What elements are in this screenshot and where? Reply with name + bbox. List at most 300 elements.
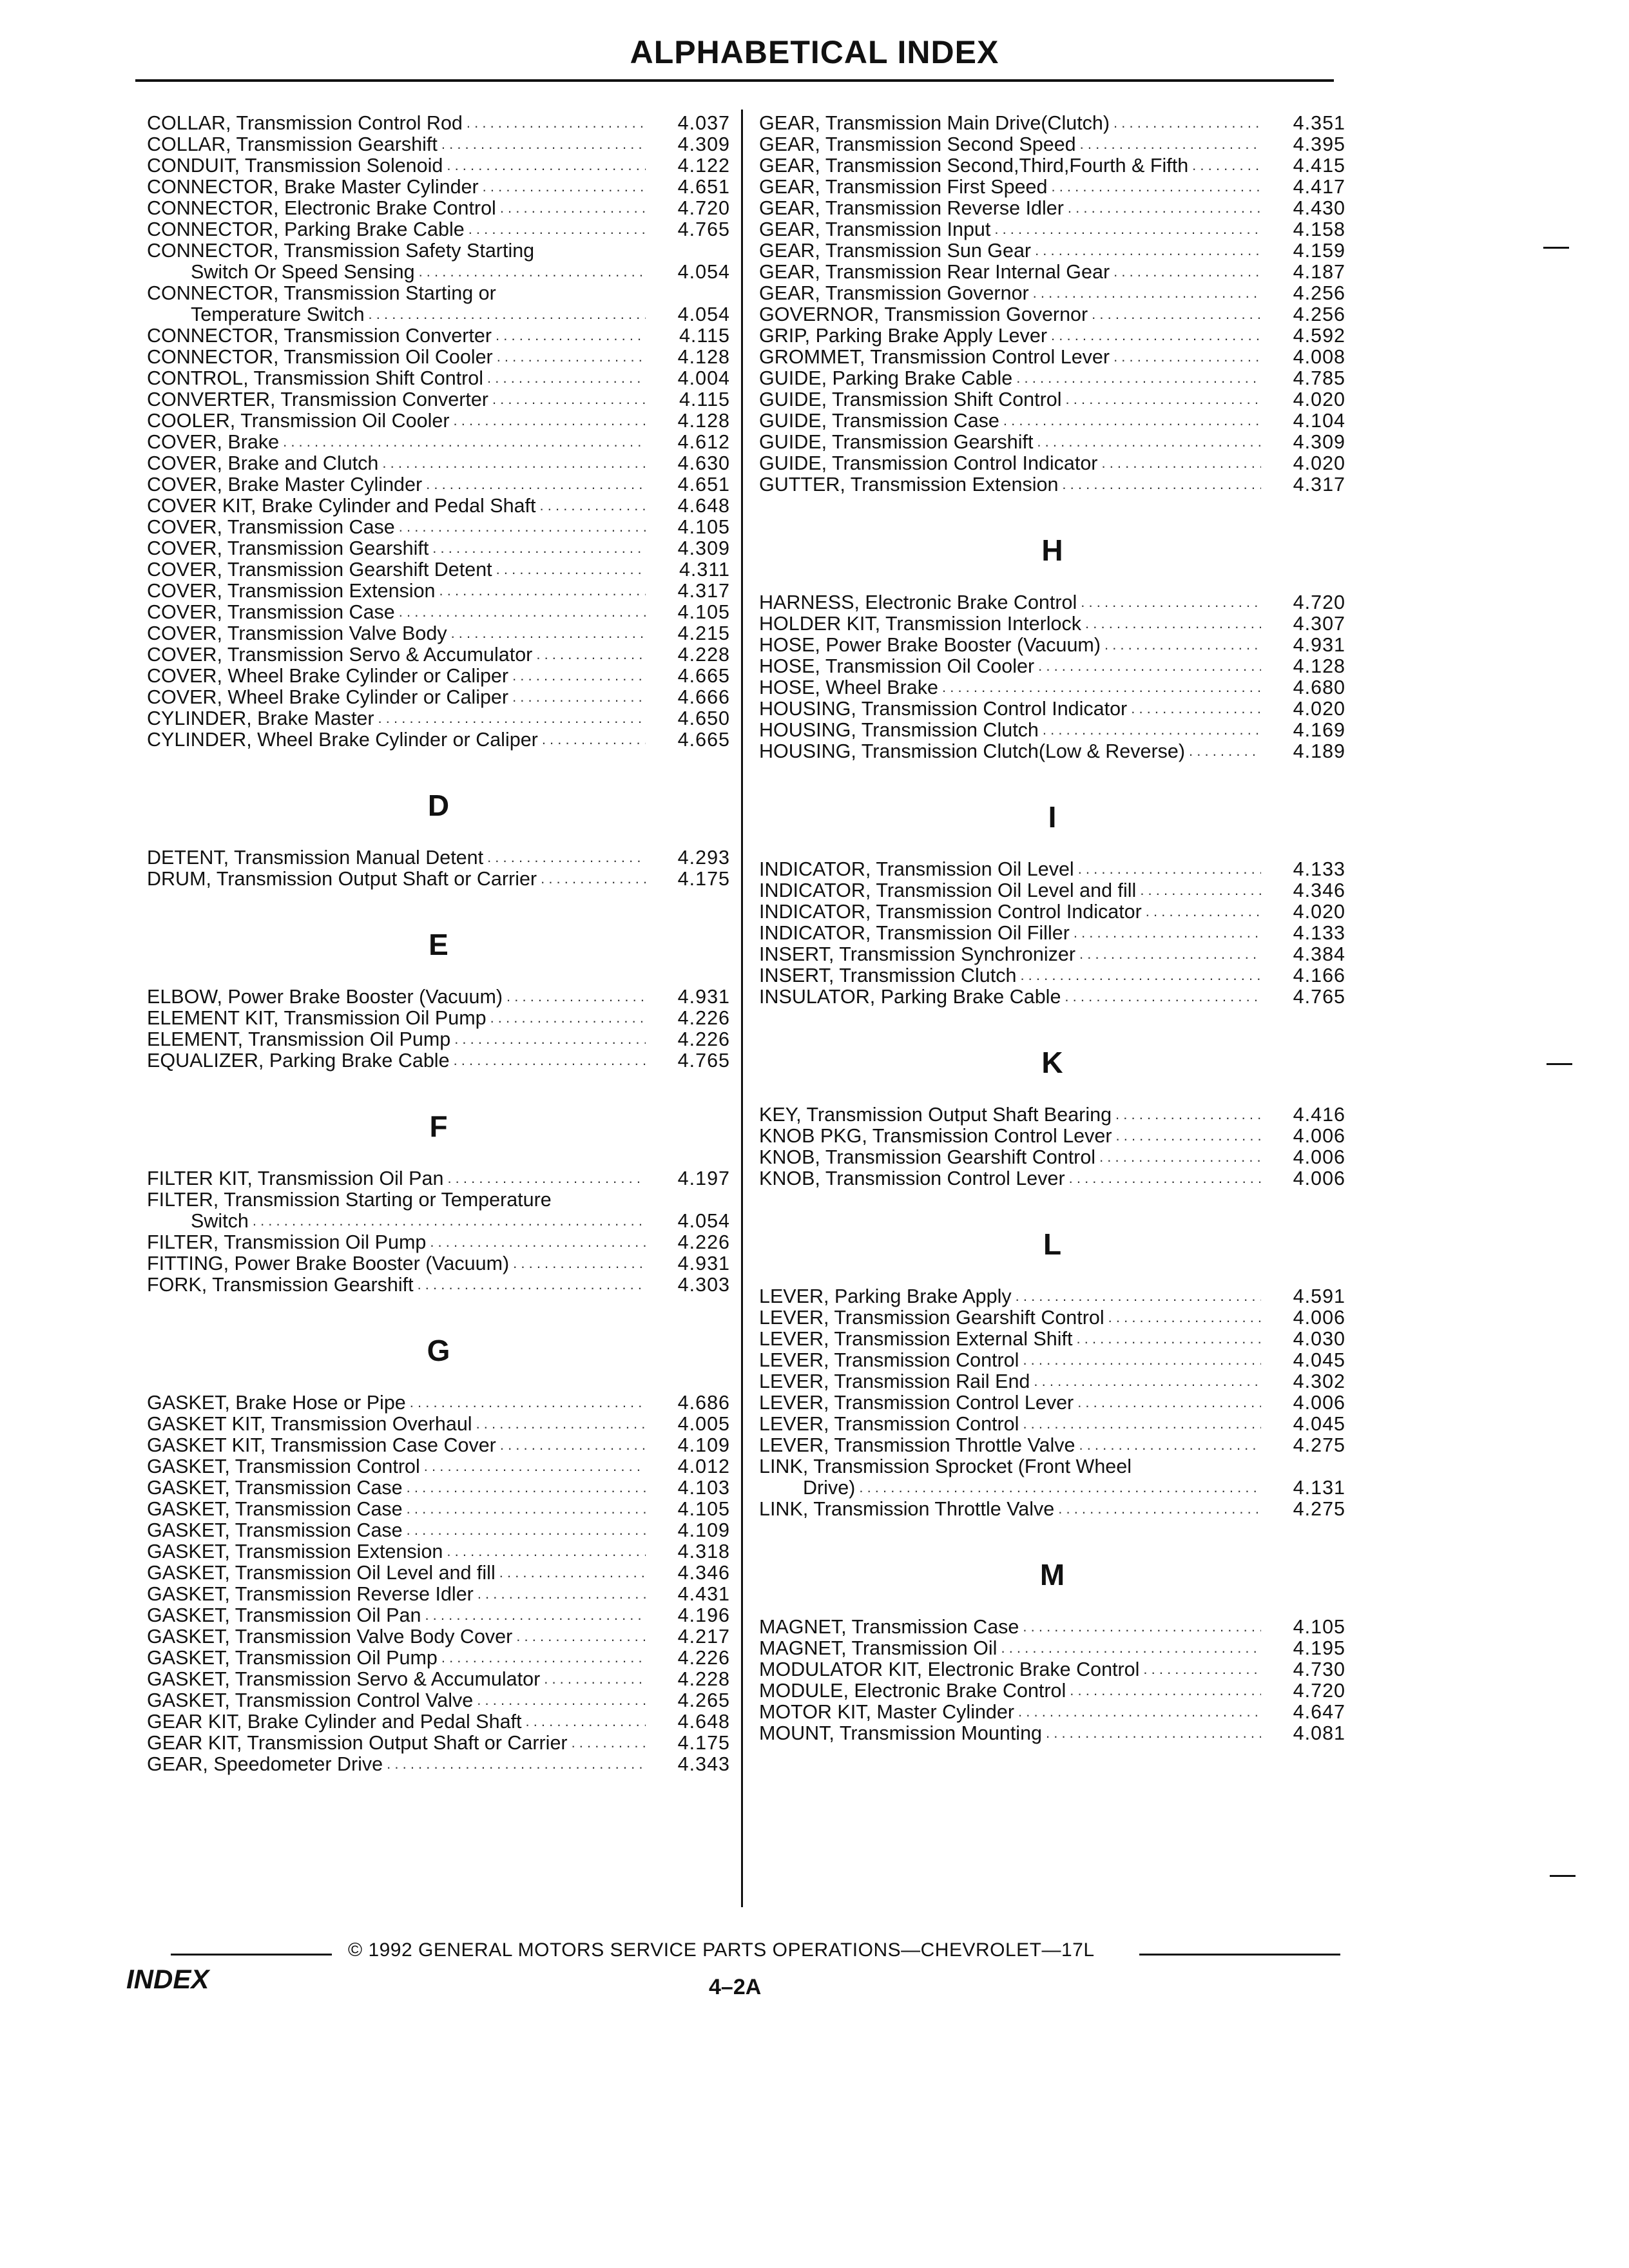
leader-dots bbox=[572, 1735, 646, 1751]
leader-dots bbox=[1079, 947, 1261, 962]
index-entry bbox=[147, 644, 730, 666]
index-entry-page: 4.651 bbox=[677, 474, 730, 495]
index-entry-name: KNOB, Transmission Gearshift Control bbox=[759, 1146, 1096, 1168]
index-entry-page: 4.105 bbox=[677, 601, 730, 623]
index-entry-name: COVER, Brake and Clutch bbox=[147, 452, 379, 474]
index-entry-page: 4.931 bbox=[677, 1253, 730, 1274]
leader-dots bbox=[468, 222, 646, 237]
index-entry-page: 4.128 bbox=[677, 346, 730, 368]
index-entry bbox=[759, 923, 1345, 944]
leader-dots bbox=[467, 115, 646, 131]
leader-dots bbox=[1001, 1640, 1261, 1656]
index-entry-page: 4.103 bbox=[677, 1477, 730, 1499]
index-entry bbox=[759, 1680, 1345, 1702]
leader-dots bbox=[1081, 595, 1261, 610]
index-entry bbox=[147, 708, 730, 729]
entry-list bbox=[147, 847, 730, 890]
index-entry-page: 4.128 bbox=[677, 410, 730, 432]
index-entry-name: LEVER, Transmission Gearshift Control bbox=[759, 1307, 1104, 1329]
index-entry-name: CONNECTOR, Electronic Brake Control bbox=[147, 197, 496, 219]
leader-dots bbox=[994, 222, 1261, 237]
index-entry-name: HOUSING, Transmission Clutch bbox=[759, 719, 1039, 741]
index-entry-page: 4.020 bbox=[1293, 452, 1345, 474]
index-entry bbox=[759, 155, 1345, 177]
leader-dots bbox=[441, 1650, 646, 1666]
leader-dots bbox=[418, 1277, 646, 1293]
index-entry-page: 4.109 bbox=[677, 1519, 730, 1541]
index-entry-name: MAGNET, Transmission Oil bbox=[759, 1637, 998, 1659]
leader-dots bbox=[1018, 1704, 1261, 1720]
index-entry-page: 4.630 bbox=[677, 452, 730, 474]
leader-dots bbox=[1074, 925, 1261, 941]
leader-dots bbox=[859, 1480, 1261, 1495]
index-entry bbox=[147, 325, 730, 347]
leader-dots bbox=[525, 1714, 646, 1729]
leader-dots bbox=[426, 477, 646, 492]
index-entry bbox=[147, 389, 730, 410]
leader-dots bbox=[399, 519, 646, 535]
leader-dots bbox=[541, 871, 646, 887]
index-entry bbox=[759, 1435, 1345, 1456]
index-entry-name: LEVER, Transmission Control bbox=[759, 1349, 1019, 1371]
index-entry-name: KNOB, Transmission Control Lever bbox=[759, 1168, 1065, 1189]
index-entry bbox=[147, 134, 730, 155]
index-entry-name: COOLER, Transmission Oil Cooler bbox=[147, 410, 450, 432]
index-entry bbox=[759, 1499, 1345, 1520]
index-entry-page: 4.159 bbox=[1293, 240, 1345, 262]
index-entry bbox=[147, 1733, 730, 1754]
index-entry-name: GUIDE, Parking Brake Cable bbox=[759, 367, 1013, 389]
leader-dots bbox=[1043, 722, 1261, 738]
index-entry-name: LEVER, Transmission External Shift bbox=[759, 1328, 1073, 1350]
leader-dots bbox=[1038, 658, 1261, 674]
index-entry bbox=[147, 729, 730, 751]
index-entry bbox=[147, 283, 730, 325]
index-entry-name: GRIP, Parking Brake Apply Lever bbox=[759, 325, 1048, 347]
leader-dots bbox=[1051, 179, 1261, 195]
index-entry-page: 4.226 bbox=[677, 1647, 730, 1669]
index-entry bbox=[759, 1286, 1345, 1307]
index-entry bbox=[147, 432, 730, 453]
index-entry-page: 4.128 bbox=[1293, 655, 1345, 677]
index-entry-page: 4.665 bbox=[677, 729, 730, 751]
index-entry-name: FORK, Transmission Gearshift bbox=[147, 1274, 414, 1296]
leader-dots bbox=[447, 1171, 646, 1186]
index-entry-page: 4.131 bbox=[1293, 1477, 1345, 1499]
index-entry-name: GEAR, Transmission Reverse Idler bbox=[759, 197, 1064, 219]
leader-dots bbox=[490, 1010, 646, 1026]
index-entry-name: LEVER, Transmission Control bbox=[759, 1413, 1019, 1435]
leader-dots bbox=[1113, 264, 1261, 280]
index-entry bbox=[759, 219, 1345, 240]
index-entry-page: 4.256 bbox=[1293, 303, 1345, 325]
index-entry-page: 4.133 bbox=[1293, 858, 1345, 880]
leader-dots bbox=[1035, 243, 1261, 258]
index-entry-page: 4.045 bbox=[1293, 1413, 1345, 1435]
index-entry-name: GROMMET, Transmission Control Lever bbox=[759, 346, 1110, 368]
index-entry bbox=[147, 559, 730, 581]
index-entry-name: HARNESS, Electronic Brake Control bbox=[759, 591, 1077, 613]
index-entry-name: COVER, Wheel Brake Cylinder or Caliper bbox=[147, 665, 509, 687]
leader-dots bbox=[487, 850, 646, 865]
index-entry bbox=[147, 177, 730, 198]
index-entry-page: 4.665 bbox=[677, 665, 730, 687]
leader-dots bbox=[1140, 883, 1261, 898]
index-entry bbox=[147, 1392, 730, 1414]
index-entry-name: MOTOR KIT, Master Cylinder bbox=[759, 1701, 1015, 1723]
footer-rule bbox=[1139, 1954, 1340, 1956]
index-entry-page: 4.004 bbox=[677, 367, 730, 389]
index-entry-page: 4.175 bbox=[677, 868, 730, 890]
leader-dots bbox=[1143, 1662, 1261, 1677]
index-entry bbox=[759, 1659, 1345, 1680]
index-entry bbox=[147, 1232, 730, 1253]
index-entry-page: 4.311 bbox=[679, 559, 730, 581]
leader-dots bbox=[1033, 285, 1261, 301]
index-entry-page: 4.020 bbox=[1293, 698, 1345, 720]
index-entry-page: 4.115 bbox=[679, 389, 730, 410]
index-entry bbox=[147, 1520, 730, 1541]
index-entry-page: 4.785 bbox=[1293, 367, 1345, 389]
index-entry-name: DRUM, Transmission Output Shaft or Carrier bbox=[147, 868, 537, 890]
index-entry bbox=[759, 453, 1345, 474]
index-entry-name: LEVER, Parking Brake Apply bbox=[759, 1285, 1012, 1307]
margin-tick-mark bbox=[1543, 247, 1569, 249]
index-entry bbox=[147, 495, 730, 517]
leader-dots bbox=[1113, 115, 1261, 131]
index-entry-name: CONNECTOR, Brake Master Cylinder bbox=[147, 176, 479, 198]
index-entry-continuation bbox=[147, 262, 730, 283]
leader-dots bbox=[492, 392, 646, 407]
index-entry bbox=[147, 1648, 730, 1669]
index-entry-page: 4.720 bbox=[1293, 591, 1345, 613]
index-entry bbox=[147, 666, 730, 687]
leader-dots bbox=[512, 668, 646, 684]
index-entry-page: 4.416 bbox=[1293, 1104, 1345, 1126]
index-entry-page: 4.647 bbox=[1293, 1701, 1345, 1723]
index-entry-page: 4.054 bbox=[677, 261, 730, 283]
leader-dots bbox=[1113, 349, 1261, 365]
index-entry-name: COLLAR, Transmission Gearshift bbox=[147, 133, 438, 155]
leader-dots bbox=[1116, 1128, 1262, 1144]
index-entry bbox=[147, 1605, 730, 1626]
leader-dots bbox=[1023, 1619, 1261, 1635]
index-entry-page: 4.415 bbox=[1293, 155, 1345, 177]
leader-dots bbox=[1079, 1437, 1261, 1453]
left-column bbox=[147, 113, 730, 1775]
index-entry-name: CONNECTOR, Transmission Oil Cooler bbox=[147, 346, 493, 368]
index-entry-page: 4.351 bbox=[1293, 112, 1345, 134]
index-entry bbox=[759, 1147, 1345, 1168]
index-entry bbox=[147, 410, 730, 432]
index-entry bbox=[759, 1702, 1345, 1723]
leader-dots bbox=[382, 456, 646, 471]
leader-dots bbox=[253, 1213, 646, 1229]
leader-dots bbox=[447, 158, 646, 173]
index-entry-name: GASKET, Transmission Oil Pump bbox=[147, 1647, 438, 1669]
leader-dots bbox=[942, 680, 1261, 695]
index-entry bbox=[147, 155, 730, 177]
column-divider bbox=[741, 110, 743, 1907]
index-entry bbox=[147, 1008, 730, 1029]
index-entry bbox=[147, 602, 730, 623]
index-entry-page: 4.275 bbox=[1293, 1498, 1345, 1520]
index-entry-name: GEAR, Transmission Second,Third,Fourth & Fifth bbox=[759, 155, 1189, 177]
leader-dots bbox=[1099, 1149, 1261, 1165]
index-entry bbox=[147, 623, 730, 644]
entry-list bbox=[759, 1286, 1345, 1520]
index-entry-continuation bbox=[147, 1211, 730, 1232]
index-entry bbox=[759, 901, 1345, 923]
index-entry-name: INSULATOR, Parking Brake Cable bbox=[759, 986, 1061, 1008]
index-entry-page: 4.648 bbox=[677, 1711, 730, 1733]
index-entry bbox=[147, 347, 730, 368]
index-entry-name: GASKET KIT, Transmission Overhaul bbox=[147, 1413, 472, 1435]
index-entry-page: 4.045 bbox=[1293, 1349, 1345, 1371]
index-entry-name: HOSE, Wheel Brake bbox=[759, 677, 938, 698]
index-entry-page: 4.104 bbox=[1293, 410, 1345, 432]
index-entry bbox=[759, 965, 1345, 986]
leader-dots bbox=[1078, 861, 1261, 877]
footer-rule bbox=[171, 1954, 332, 1956]
index-entry-page: 4.115 bbox=[679, 325, 730, 347]
copyright-notice: © 1992 GENERAL MOTORS SERVICE PARTS OPERATIONS—CHEVROLET—17L bbox=[348, 1939, 1095, 1961]
index-entry-name: EQUALIZER, Parking Brake Cable bbox=[147, 1050, 450, 1072]
index-entry bbox=[147, 1584, 730, 1605]
index-entry-name: HOUSING, Transmission Control Indicator bbox=[759, 698, 1128, 720]
leader-dots bbox=[1068, 200, 1261, 216]
index-entry-name: COVER, Transmission Case bbox=[147, 516, 395, 538]
leader-dots bbox=[283, 434, 646, 450]
leader-dots bbox=[540, 498, 646, 514]
index-entry-page: 4.054 bbox=[677, 1210, 730, 1232]
leader-dots bbox=[476, 1416, 646, 1432]
index-entry bbox=[759, 1392, 1345, 1414]
index-entry-page: 4.720 bbox=[1293, 1680, 1345, 1702]
index-entry-name: CYLINDER, Brake Master bbox=[147, 707, 374, 729]
index-entry-page: 4.651 bbox=[677, 176, 730, 198]
index-entry-page: 4.303 bbox=[677, 1274, 730, 1296]
section-letter-g: G bbox=[427, 1334, 450, 1367]
index-entry-page: 4.228 bbox=[677, 1668, 730, 1690]
index-entry-name: KEY, Transmission Output Shaft Bearing bbox=[759, 1104, 1112, 1126]
index-entry-page: 4.730 bbox=[1293, 1658, 1345, 1680]
index-entry-page: 4.197 bbox=[677, 1168, 730, 1189]
leader-dots bbox=[432, 541, 646, 556]
index-entry-name: COVER, Transmission Gearshift Detent bbox=[147, 559, 492, 581]
leader-dots bbox=[487, 370, 646, 386]
entry-list bbox=[759, 859, 1345, 1008]
index-entry-name: COVER, Transmission Servo & Accumulator bbox=[147, 644, 533, 666]
entry-list bbox=[759, 113, 1345, 495]
index-entry bbox=[147, 198, 730, 219]
leader-dots bbox=[1023, 1416, 1261, 1432]
leader-dots bbox=[497, 349, 646, 365]
leader-dots bbox=[477, 1586, 646, 1602]
index-entry-name: FILTER, Transmission Oil Pump bbox=[147, 1231, 427, 1253]
index-entry-name: LEVER, Transmission Control Lever bbox=[759, 1392, 1074, 1414]
index-entry bbox=[759, 113, 1345, 134]
leader-dots bbox=[1104, 637, 1261, 653]
index-entry-name: GASKET, Transmission Reverse Idler bbox=[147, 1583, 474, 1605]
index-entry-name: GEAR, Speedometer Drive bbox=[147, 1753, 383, 1775]
index-entry-name: INDICATOR, Transmission Oil Level and fill bbox=[759, 879, 1137, 901]
index-entry bbox=[759, 1456, 1345, 1499]
margin-tick-mark bbox=[1550, 1875, 1576, 1877]
index-entry-name: GASKET, Brake Hose or Pipe bbox=[147, 1392, 406, 1414]
index-entry-page: 4.680 bbox=[1293, 677, 1345, 698]
index-entry-page: 4.166 bbox=[1293, 965, 1345, 986]
leader-dots bbox=[419, 264, 646, 280]
index-entry-name: FILTER, Transmission Starting or Temperature bbox=[147, 1189, 552, 1211]
leader-dots bbox=[407, 1523, 646, 1538]
leader-dots bbox=[1070, 1683, 1261, 1698]
index-entry-page: 4.133 bbox=[1293, 922, 1345, 944]
index-entry-page: 4.318 bbox=[677, 1541, 730, 1562]
section-letter-d: D bbox=[427, 789, 450, 822]
index-entry-name: COVER, Brake Master Cylinder bbox=[147, 474, 423, 495]
index-entry-name: GASKET KIT, Transmission Case Cover bbox=[147, 1434, 496, 1456]
index-entry-name: LINK, Transmission Throttle Valve bbox=[759, 1498, 1055, 1520]
index-entry bbox=[147, 1541, 730, 1562]
index-entry-name: CONNECTOR, Transmission Converter bbox=[147, 325, 492, 347]
section-letter-f: F bbox=[429, 1110, 448, 1143]
index-entry-name: LEVER, Transmission Rail End bbox=[759, 1370, 1030, 1392]
index-entry-name-continued: Drive) bbox=[803, 1477, 856, 1499]
index-entry-name-continued: Temperature Switch bbox=[191, 303, 365, 325]
index-entry-page: 4.226 bbox=[677, 1007, 730, 1029]
index-entry bbox=[759, 283, 1345, 304]
index-entry bbox=[147, 1189, 730, 1232]
index-entry bbox=[759, 410, 1345, 432]
index-entry-page: 4.226 bbox=[677, 1231, 730, 1253]
leader-dots bbox=[1077, 1395, 1261, 1410]
index-entry-page: 4.226 bbox=[677, 1028, 730, 1050]
index-entry bbox=[759, 304, 1345, 325]
index-entry-name: GUIDE, Transmission Gearshift bbox=[759, 431, 1034, 453]
index-entry-name: GEAR, Transmission Input bbox=[759, 218, 991, 240]
index-entry-name-continued: Switch bbox=[191, 1210, 249, 1232]
leader-dots bbox=[1101, 456, 1261, 471]
index-entry-name: ELBOW, Power Brake Booster (Vacuum) bbox=[147, 986, 503, 1008]
page-number: 4–2A bbox=[709, 1975, 762, 1999]
leader-dots bbox=[506, 989, 646, 1004]
index-entry-page: 4.054 bbox=[677, 303, 730, 325]
leader-dots bbox=[542, 732, 646, 747]
index-entry-page: 4.343 bbox=[677, 1753, 730, 1775]
index-entry-name: FITTING, Power Brake Booster (Vacuum) bbox=[147, 1253, 510, 1274]
index-entry bbox=[147, 1477, 730, 1499]
index-entry-continuation bbox=[759, 1477, 1345, 1499]
leader-dots bbox=[378, 711, 646, 726]
index-entry-name: GASKET, Transmission Oil Level and fill bbox=[147, 1562, 496, 1584]
index-entry bbox=[147, 1435, 730, 1456]
index-entry-page: 4.105 bbox=[677, 516, 730, 538]
index-entry-page: 4.189 bbox=[1293, 740, 1345, 762]
index-entry-name: GASKET, Transmission Case bbox=[147, 1477, 403, 1499]
index-entry-name: HOSE, Transmission Oil Cooler bbox=[759, 655, 1035, 677]
index-entry bbox=[147, 1029, 730, 1050]
leader-dots bbox=[439, 583, 646, 599]
section-letter-l: L bbox=[1043, 1227, 1062, 1261]
index-entry bbox=[147, 1711, 730, 1733]
entry-list bbox=[147, 113, 730, 751]
leader-dots bbox=[544, 1671, 646, 1687]
index-entry bbox=[759, 944, 1345, 965]
leader-dots bbox=[441, 137, 646, 152]
index-entry-page: 4.020 bbox=[1293, 901, 1345, 923]
index-entry-name: COVER, Wheel Brake Cylinder or Caliper bbox=[147, 686, 509, 708]
leader-dots bbox=[1016, 370, 1261, 386]
index-entry bbox=[759, 347, 1345, 368]
index-entry bbox=[759, 698, 1345, 720]
index-entry-name: GEAR, Transmission Rear Internal Gear bbox=[759, 261, 1110, 283]
index-entry bbox=[759, 325, 1345, 347]
index-entry-page: 4.006 bbox=[1293, 1125, 1345, 1147]
index-entry bbox=[147, 219, 730, 240]
leader-dots bbox=[483, 179, 646, 195]
index-entry bbox=[147, 687, 730, 708]
leader-dots bbox=[1037, 434, 1261, 450]
index-entry bbox=[147, 847, 730, 869]
index-entry-name: GEAR, Transmission Second Speed bbox=[759, 133, 1076, 155]
index-entry bbox=[147, 1456, 730, 1477]
index-entry-page: 4.307 bbox=[1293, 613, 1345, 635]
index-entry-page: 4.008 bbox=[1293, 346, 1345, 368]
leader-dots bbox=[513, 1256, 646, 1271]
index-entry-page: 4.020 bbox=[1293, 389, 1345, 410]
section-label: INDEX bbox=[126, 1964, 209, 1994]
index-entry-name: GASKET, Transmission Case bbox=[147, 1498, 403, 1520]
leader-dots bbox=[425, 1608, 646, 1623]
index-entry-page: 4.309 bbox=[677, 537, 730, 559]
index-entry-name: MOUNT, Transmission Mounting bbox=[759, 1722, 1042, 1744]
index-entry-page: 4.006 bbox=[1293, 1392, 1345, 1414]
index-entry bbox=[759, 880, 1345, 901]
index-entry bbox=[147, 240, 730, 283]
entry-list bbox=[147, 1168, 730, 1296]
leader-dots bbox=[1131, 701, 1261, 716]
index-entry-name: COVER, Transmission Extension bbox=[147, 580, 436, 602]
index-entry-page: 4.384 bbox=[1293, 943, 1345, 965]
index-entry-name: INDICATOR, Transmission Control Indicator bbox=[759, 901, 1142, 923]
index-entry-page: 4.765 bbox=[677, 218, 730, 240]
index-entry-name: HOLDER KIT, Transmission Interlock bbox=[759, 613, 1082, 635]
index-entry-page: 4.005 bbox=[677, 1413, 730, 1435]
index-entry-name: CONVERTER, Transmission Converter bbox=[147, 389, 488, 410]
index-entry bbox=[759, 1414, 1345, 1435]
leader-dots bbox=[477, 1693, 646, 1708]
index-entry-name: COVER, Transmission Case bbox=[147, 601, 395, 623]
index-entry-name-continued: Switch Or Speed Sensing bbox=[191, 261, 415, 283]
index-entry-page: 4.158 bbox=[1293, 218, 1345, 240]
index-entry-name: GASKET, Transmission Case bbox=[147, 1519, 403, 1541]
index-entry-page: 4.417 bbox=[1293, 176, 1345, 198]
index-entry-page: 4.256 bbox=[1293, 282, 1345, 304]
index-entry-name: CONDUIT, Transmission Solenoid bbox=[147, 155, 443, 177]
leader-dots bbox=[1085, 616, 1261, 631]
margin-tick-mark bbox=[1547, 1063, 1572, 1065]
leader-dots bbox=[1080, 137, 1261, 152]
entry-list bbox=[147, 986, 730, 1072]
index-entry-page: 4.650 bbox=[677, 707, 730, 729]
index-entry-page: 4.430 bbox=[1293, 197, 1345, 219]
leader-dots bbox=[1115, 1107, 1261, 1122]
index-entry bbox=[759, 368, 1345, 389]
leader-dots bbox=[451, 626, 646, 641]
index-entry-page: 4.195 bbox=[1293, 1637, 1345, 1659]
entry-list bbox=[759, 1104, 1345, 1189]
